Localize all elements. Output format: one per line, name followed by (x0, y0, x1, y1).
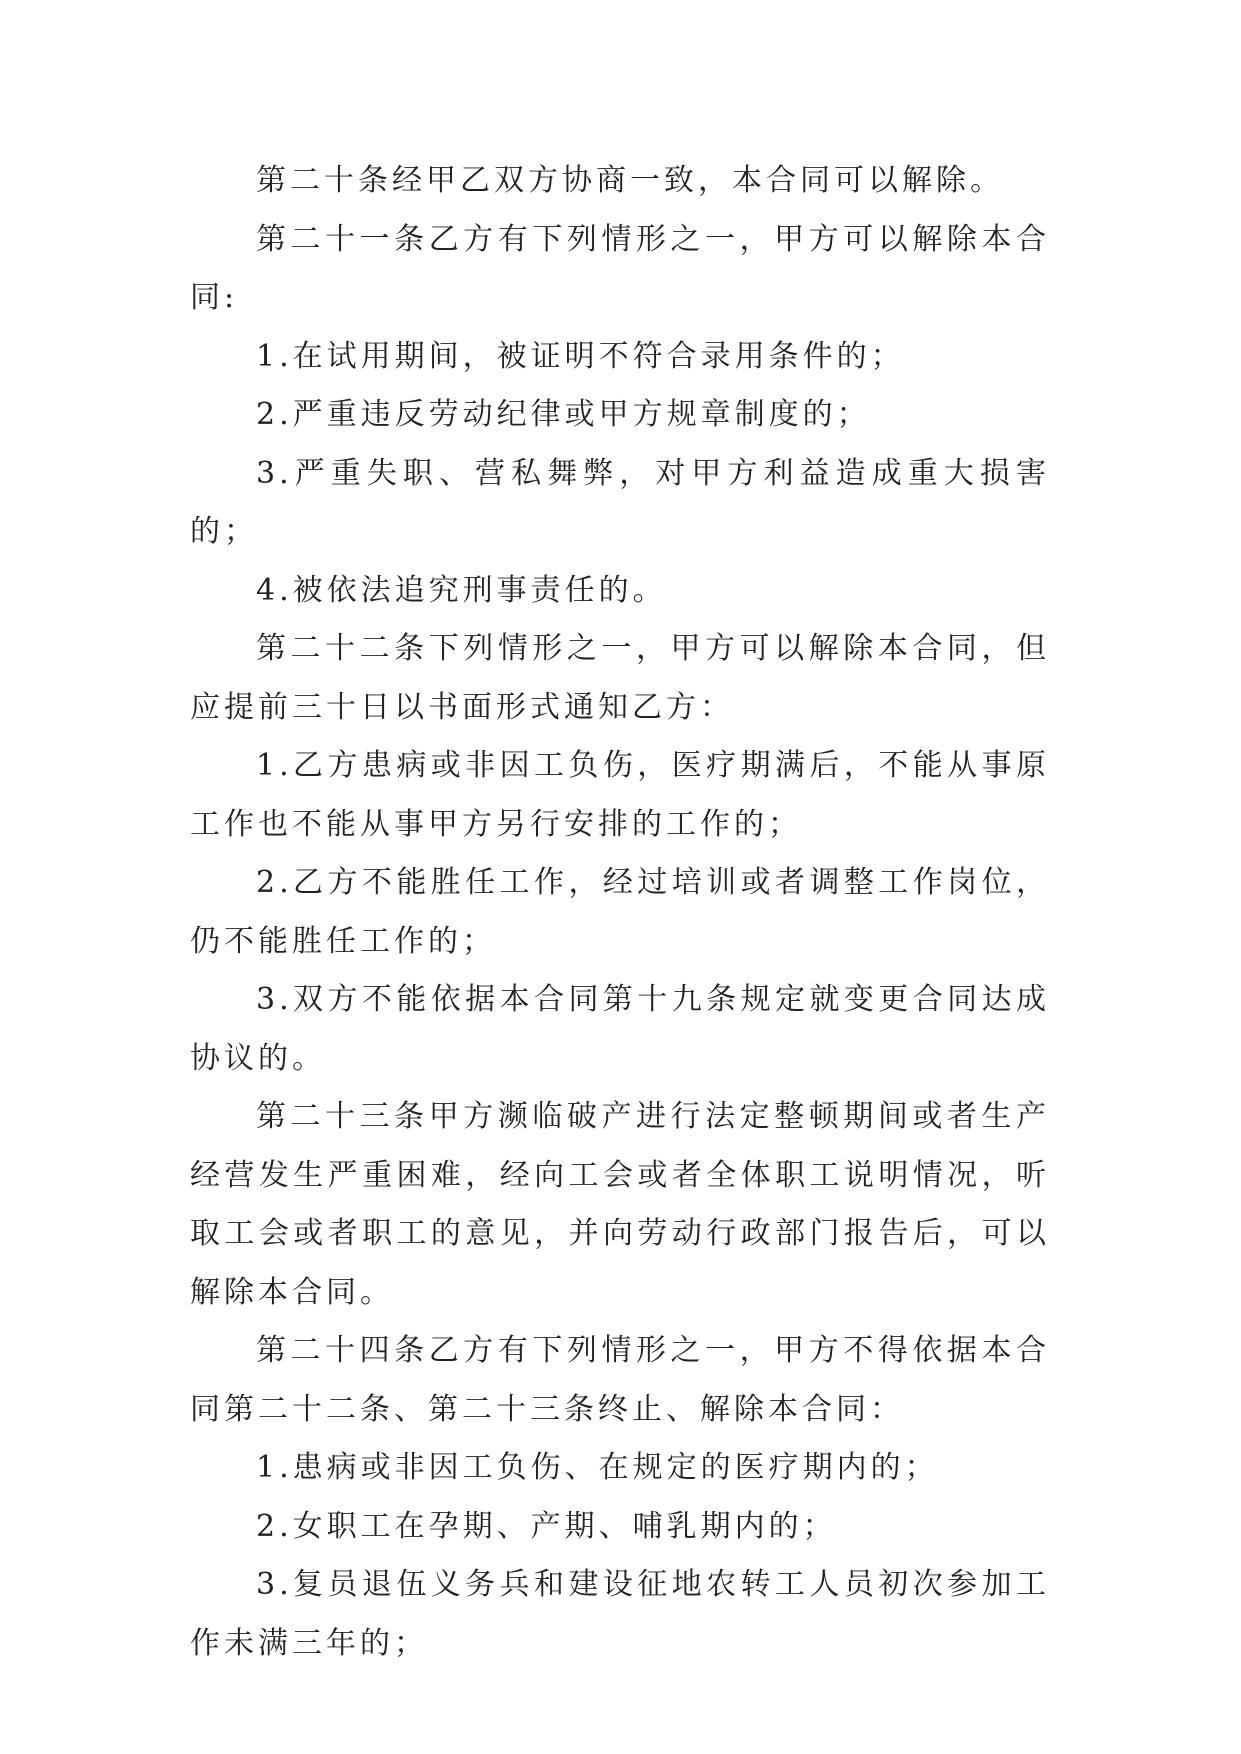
article-24-item-2: 2.女职工在孕期、产期、哺乳期内的； (256, 1508, 837, 1544)
article-21-item-4: 4.被依法追究刑事责任的。 (256, 572, 667, 608)
article-22-item-3: 3.双方不能依据本合同第十九条规定就变更合同达成协议的。 (190, 982, 1050, 1076)
article-22-item-2: 2.乙方不能胜任工作，经过培训或者调整工作岗位，仍不能胜任工作的； (190, 865, 1050, 959)
article-21: 第二十一条乙方有下列情形之一，甲方可以解除本合同: (190, 221, 1050, 315)
article-20: 第二十条经甲乙双方协商一致，本合同可以解除。 (256, 163, 1004, 198)
article-23: 第二十三条甲方濒临破产进行法定整顿期间或者生产经营发生严重困难，经向工会或者全体职工说明情况，听取工会或者职工的意见，并向劳动行政部门报告后，可以解除本合同。 (190, 1099, 1050, 1310)
article-24-item-3: 3.复员退伍义务兵和建设征地农转工人员初次参加工作未满三年的； (190, 1567, 1050, 1661)
article-22-item-1: 1.乙方患病或非因工负伤，医疗期满后，不能从事原工作也不能从事甲方另行安排的工作的； (190, 748, 1050, 842)
article-22: 第二十二条下列情形之一，甲方可以解除本合同，但应提前三十日以书面形式通知乙方： (190, 631, 1050, 725)
article-21-item-2: 2.严重违反劳动纪律或甲方规章制度的； (256, 397, 871, 432)
article-21-item-1: 1.在试用期间，被证明不符合录用条件的； (256, 338, 905, 374)
article-21-item-3: 3.严重失职、营私舞弊，对甲方利益造成重大损害的； (190, 455, 1050, 549)
article-24: 第二十四条乙方有下列情形之一，甲方不得依据本合同第二十二条、第二十三条终止、解除本合同： (190, 1333, 1050, 1427)
article-24-item-1: 1.患病或非因工负伤、在规定的医疗期内的； (256, 1450, 939, 1485)
document-body (190, 152, 1050, 1673)
